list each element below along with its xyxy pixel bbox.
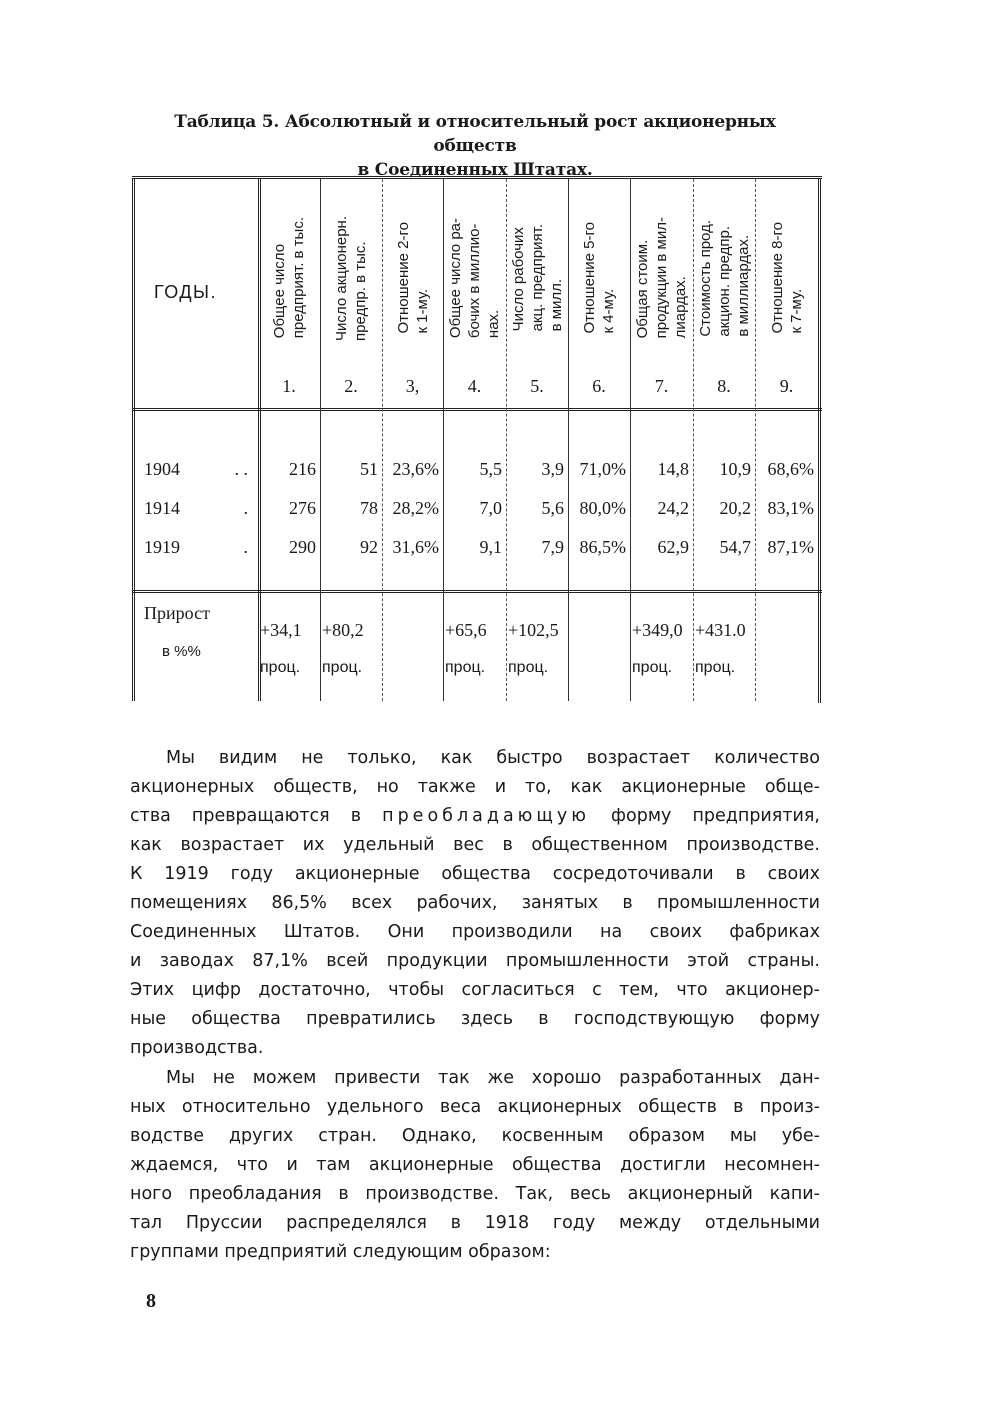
text-line: помещениях 86,5% всех рабочих, занятых в промышленности bbox=[130, 893, 820, 913]
table-cell: 51 bbox=[360, 459, 378, 479]
table-cell: 68,6% bbox=[767, 459, 814, 479]
text-line bbox=[130, 802, 820, 831]
table-cell: 10,9 bbox=[719, 459, 751, 479]
text-line: группами предприятий следующим образом: bbox=[130, 1242, 551, 1262]
table-cell: 3,9 bbox=[541, 459, 564, 479]
column-header bbox=[506, 188, 568, 368]
table-cell: 290 bbox=[289, 537, 316, 557]
column-header bbox=[568, 188, 630, 368]
text-fragment: форму предприятия, bbox=[589, 806, 820, 826]
text-line: ного преобладания в производстве. Так, весь акционерный капи- bbox=[130, 1184, 820, 1204]
growth-label: Прирост bbox=[144, 603, 210, 623]
text-line: Этих цифр достаточно, чтобы согласиться с тем, что акционер- bbox=[130, 980, 820, 1000]
text-line: К 1919 году акционерные общества сосредоточивали в своих bbox=[130, 864, 820, 884]
column-header-label: Число акционерн. предпр. в тыс. bbox=[333, 215, 369, 341]
header-rule bbox=[132, 408, 822, 411]
table-cell: 71,0% bbox=[579, 459, 626, 479]
column-header bbox=[443, 188, 506, 368]
growth-value: +431.0 bbox=[695, 620, 746, 640]
growth-unit: проц. bbox=[508, 659, 549, 676]
column-number: 6. bbox=[592, 376, 606, 396]
table-cell: 31,6% bbox=[392, 537, 439, 557]
growth-value: +34,1 bbox=[260, 620, 302, 640]
growth-value: +80,2 bbox=[322, 620, 364, 640]
row-year: 1914 bbox=[144, 498, 180, 518]
row-leader-dots: . bbox=[243, 498, 248, 518]
table-cell: 216 bbox=[289, 459, 316, 479]
growth-label-unit: в %% bbox=[162, 643, 201, 660]
row-year: 1919 bbox=[144, 537, 180, 557]
row-year: 1904 bbox=[144, 459, 180, 479]
table-cell: 5,6 bbox=[541, 498, 564, 518]
statistics-table bbox=[132, 176, 822, 702]
column-header-label: Общее число предприят. в тыс. bbox=[271, 217, 307, 339]
column-header bbox=[320, 188, 382, 368]
table-cell: 83,1% bbox=[767, 498, 814, 518]
growth-unit: проц. bbox=[322, 659, 363, 676]
table-title-line: в Соединенных Штатах. bbox=[357, 160, 593, 180]
years-header: ГОДЫ. bbox=[154, 282, 217, 302]
table-cell: 23,6% bbox=[392, 459, 439, 479]
table-cell: 9,1 bbox=[479, 537, 502, 557]
column-number: 1. bbox=[282, 376, 296, 396]
page-number: 8 bbox=[146, 1290, 156, 1312]
table-cell: 5,5 bbox=[479, 459, 502, 479]
table-cell: 276 bbox=[289, 498, 316, 518]
growth-unit: проц. bbox=[632, 659, 673, 676]
row-leader-dots: . bbox=[243, 537, 248, 557]
growth-unit: проц. bbox=[445, 659, 486, 676]
text-line: ждаемся, что и там акционерные общества достигли несомнен- bbox=[130, 1155, 820, 1175]
text-line: акционерных обществ, но также и то, как акционерные обще- bbox=[130, 777, 820, 797]
column-number: 2. bbox=[344, 376, 358, 396]
table-cell: 7,9 bbox=[541, 537, 564, 557]
column-header-label: Отношение 2-го к 1-му. bbox=[394, 222, 431, 334]
growth-value: +349,0 bbox=[632, 620, 683, 640]
column-header-label: Отношение 8-го к 7-му. bbox=[768, 222, 805, 334]
paragraph-1 bbox=[130, 744, 820, 1063]
column-number: 8. bbox=[717, 376, 731, 396]
text-line: ные общества превратились здесь в господствующую форму bbox=[130, 1009, 820, 1029]
growth-unit: проц. bbox=[695, 659, 736, 676]
column-number: 5. bbox=[530, 376, 544, 396]
table-cell: 7,0 bbox=[479, 498, 502, 518]
table-cell: 80,0% bbox=[579, 498, 626, 518]
text-line: водстве других стран. Однако, косвенным образом мы убе- bbox=[130, 1126, 820, 1146]
table-cell: 87,1% bbox=[767, 537, 814, 557]
column-header-label: Отношение 5-го к 4-му. bbox=[581, 222, 617, 334]
table-cell: 14,8 bbox=[657, 459, 689, 479]
table-cell: 24,2 bbox=[657, 498, 689, 518]
column-header bbox=[755, 188, 818, 368]
column-number: 4. bbox=[467, 376, 482, 396]
column-header bbox=[693, 188, 755, 368]
text-line: производства. bbox=[130, 1038, 264, 1058]
table-title-line: Таблица 5. Абсолютный и относительный рост акционерных обществ bbox=[174, 112, 776, 156]
text-line: тал Пруссии распределялся в 1918 году между отдельными bbox=[130, 1213, 820, 1233]
table-cell: 62,9 bbox=[657, 537, 689, 557]
column-header bbox=[382, 188, 443, 368]
paragraph-2 bbox=[130, 1064, 820, 1267]
table-cell: 92 bbox=[360, 537, 378, 557]
column-header-label: Стоимость прод. акцион. предпр. в миллиардах. bbox=[696, 219, 752, 337]
column-header bbox=[258, 188, 320, 368]
table-cell: 86,5% bbox=[579, 537, 626, 557]
table-cell: 54,7 bbox=[719, 537, 751, 557]
text-line: и заводах 87,1% всей продукции промышленности этой страны. bbox=[130, 951, 820, 971]
table-cell: 28,2% bbox=[392, 498, 439, 518]
text-line: Мы видим не только, как быстро возрастает количество bbox=[166, 748, 820, 768]
table-cell: 20,2 bbox=[719, 498, 751, 518]
text-line: ных относительно удельного веса акционерных обществ в произ- bbox=[130, 1097, 820, 1117]
table-left-border bbox=[132, 179, 135, 701]
column-number: 3, bbox=[405, 376, 420, 396]
table-title bbox=[130, 110, 820, 182]
text-line: как возрастает их удельный вес в общественном производстве. bbox=[130, 835, 820, 855]
growth-value: +102,5 bbox=[508, 620, 559, 640]
column-header-label: Общее число ра- бочих в миллио- нах. bbox=[447, 217, 502, 339]
growth-rule bbox=[132, 590, 822, 593]
growth-value: +65,6 bbox=[445, 620, 487, 640]
table-top-rule bbox=[132, 176, 822, 179]
column-header-label: Число рабочих акц. предприят. в милл. bbox=[509, 224, 565, 332]
column-divider bbox=[818, 179, 821, 703]
growth-unit: проц. bbox=[260, 659, 301, 676]
row-leader-dots: . . bbox=[234, 459, 248, 479]
column-number: 9. bbox=[779, 376, 794, 396]
emphasized-word: преобладающую bbox=[382, 806, 590, 826]
table-cell: 78 bbox=[360, 498, 378, 518]
column-header bbox=[630, 188, 693, 368]
text-fragment: ства превращаются в bbox=[130, 806, 383, 826]
text-line: Соединенных Штатов. Они производили на своих фабриках bbox=[130, 922, 820, 942]
column-number: 7. bbox=[654, 376, 669, 396]
text-line: Мы не можем привести так же хорошо разработанных дан- bbox=[166, 1068, 820, 1088]
column-header-label: Общая стоим. продукции в мил- лиардах. bbox=[634, 217, 689, 339]
